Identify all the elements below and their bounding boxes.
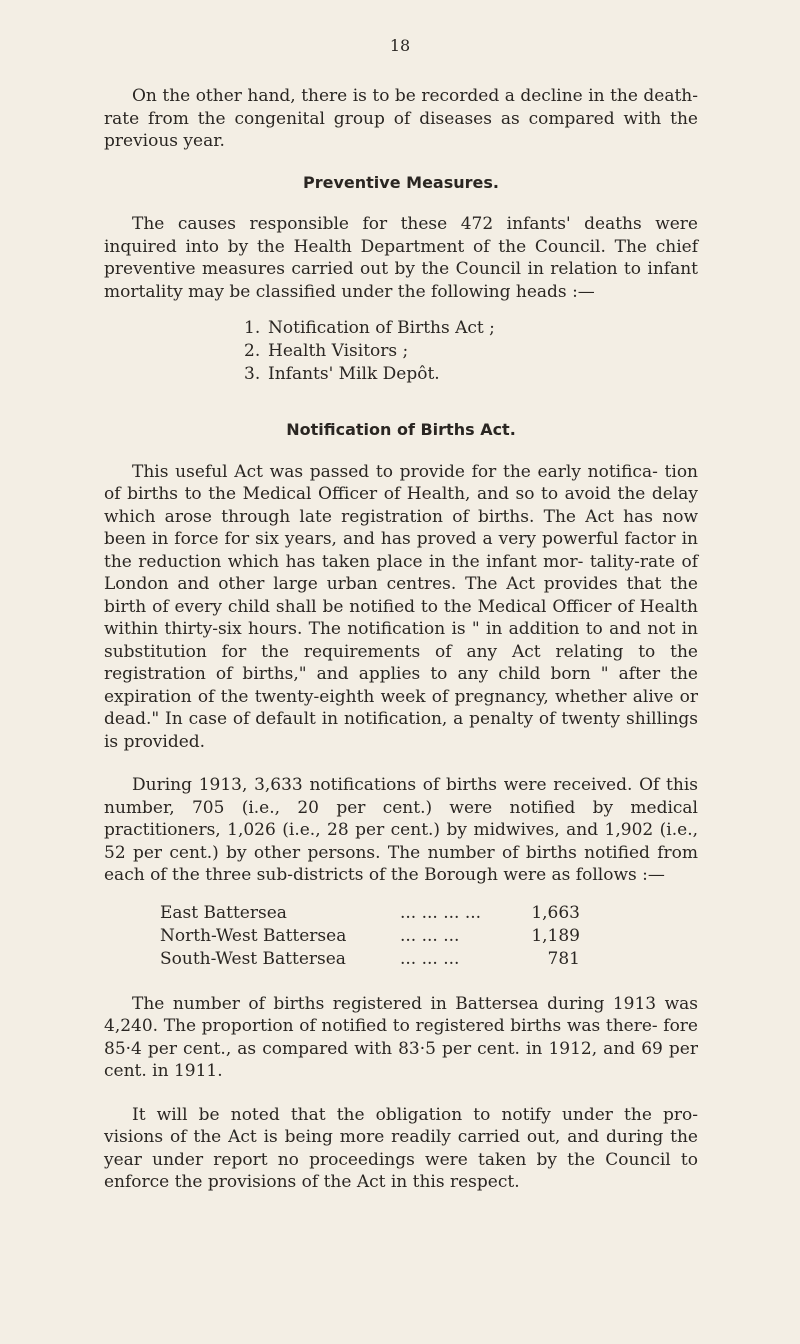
heading-notification-of-births-act: Notification of Births Act. — [286, 420, 516, 439]
list-item — [244, 317, 698, 340]
district-name: East Battersea — [160, 902, 287, 923]
list-item-text: Notification of Births Act ; — [268, 318, 495, 338]
leader-dots: ... ... ... — [400, 948, 460, 969]
text-column — [104, 85, 698, 1194]
table-row — [160, 902, 580, 925]
list-item-text: Health Visitors ; — [268, 341, 409, 361]
paragraph-registered: The number of births registered in Battersea during 1913 was 4,240. The proportion of notified to registered births was there- fore 85·4 per cent., as compared with 83·5 per cent. in 1912, and 69 per cent. in 1911. — [104, 993, 698, 1081]
list-item — [244, 363, 698, 386]
district-name: North-West Battersea — [160, 925, 347, 946]
list-item-text: Infants' Milk Depôt. — [268, 364, 440, 384]
paragraph-noted: It will be noted that the obligation to notify under the pro- visions of the Act is being more readily carried out, and during the year under report no proceedings were taken by the Council to enforce the provisions of the Act in this respect. — [104, 1104, 698, 1192]
district-value: 781 — [547, 948, 580, 969]
list-item-number: 2. — [244, 341, 261, 361]
district-name: South-West Battersea — [160, 948, 346, 969]
heading-preventive-measures: Preventive Measures. — [303, 172, 499, 192]
district-value: 1,663 — [531, 902, 580, 923]
table-row — [160, 948, 580, 971]
leader-dots: ... ... ... ... — [400, 902, 482, 923]
page-number: 18 — [389, 36, 411, 55]
paragraph-causes: The causes responsible for these 472 infants' deaths were inquired into by the Health Department of the Council. The chief preventive measures carried out by the Council in relation to infant mortality may be classified under the following heads :— — [104, 214, 698, 302]
measures-list — [104, 317, 698, 386]
district-value: 1,189 — [531, 925, 580, 946]
list-item-number: 3. — [244, 364, 261, 384]
districts-table — [160, 902, 580, 971]
table-row — [160, 925, 580, 948]
paragraph-during: During 1913, 3,633 notifications of births were received. Of this number, 705 (i.e., 20 per cent.) were notified by medical practitioners, 1,026 (i.e., 28 per cent.) by midwives, and 1,902 (i.e., 52 per cent.) by other persons. The number of births notified from each of the three sub-districts of the Borough were as follows :— — [104, 775, 698, 885]
list-item — [244, 340, 698, 363]
leader-dots: ... ... ... — [400, 925, 460, 946]
list-item-number: 1. — [244, 318, 261, 338]
paragraph-intro: On the other hand, there is to be recorded a decline in the death-rate from the congenital group of diseases as compared with the previous year. — [104, 86, 698, 151]
paragraph-act: This useful Act was passed to provide for the early notifica- tion of births to the Medical Officer of Health, and so to avoid the delay which arose through late registration of births. The Act has now been in force for six years, and has proved a very powerful factor in the reduction which has taken place in the infant mor- tality-rate of London and other large urban centres. The Act provides that the birth of every child shall be notified to the Medical Officer of Health within thirty-six hours. The notification is " in addition to and not in substitution for the requirements of any Act relating to the registration of births," and applies to any child born " after the expiration of the twenty-eighth week of pregnancy, whether alive or dead." In case of default in notification, a penalty of twenty shillings is provided. — [104, 461, 698, 752]
